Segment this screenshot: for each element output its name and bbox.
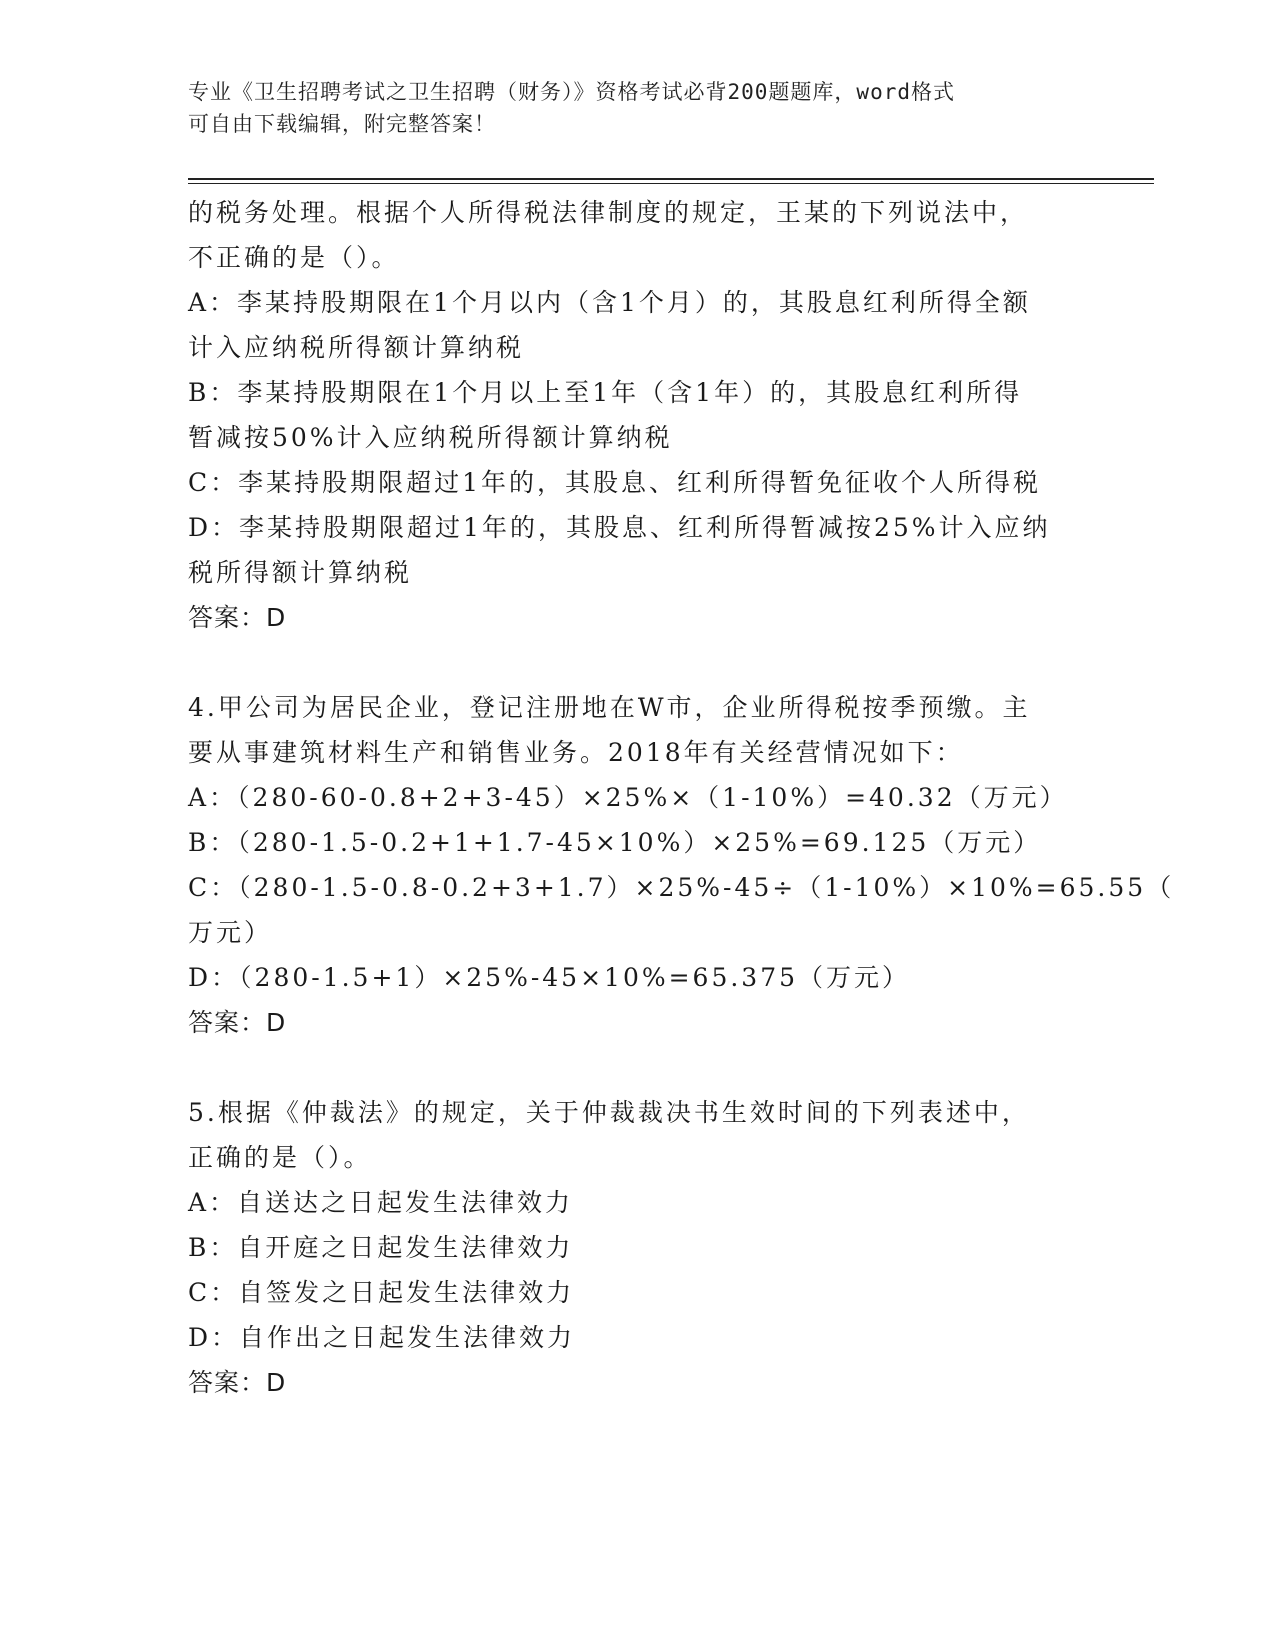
option-d: D：（280-1.5+1）×25%-45×10%=65.375（万元） bbox=[188, 963, 911, 992]
question-stem: 5.根据《仲裁法》的规定，关于仲裁裁决书生效时间的下列表述中， bbox=[188, 1098, 1030, 1127]
option-b: B：自开庭之日起发生法律效力 bbox=[188, 1233, 574, 1262]
answer-label: 答案：D bbox=[188, 1008, 287, 1037]
option-c: C：自签发之日起发生法律效力 bbox=[188, 1278, 575, 1307]
question-stem: 要从事建筑材料生产和销售业务。2018年有关经营情况如下： bbox=[188, 738, 964, 767]
question-4 bbox=[188, 685, 1175, 1045]
page-header bbox=[188, 76, 1088, 140]
option-a: A：李某持股期限在1个月以内（含1个月）的，其股息红利所得全额 bbox=[188, 288, 1031, 317]
header-title-line-1: 专业《卫生招聘考试之卫生招聘（财务）》资格考试必背200题题库，word格式 bbox=[188, 80, 955, 104]
spacer bbox=[188, 1045, 1088, 1090]
header-divider bbox=[188, 178, 1154, 184]
question-stem: 的税务处理。根据个人所得税法律制度的规定，王某的下列说法中， bbox=[188, 198, 1029, 227]
option-a: A：（280-60-0.8+2+3-45）×25%×（1-10%）=40.32（万元） bbox=[188, 783, 1068, 812]
question-3 bbox=[188, 190, 1088, 640]
answer-label: 答案：D bbox=[188, 603, 287, 632]
question-stem: 正确的是（）。 bbox=[188, 1143, 372, 1172]
answer-label: 答案：D bbox=[188, 1368, 287, 1397]
question-5 bbox=[188, 1090, 1088, 1405]
spacer bbox=[188, 640, 1088, 685]
document-body bbox=[188, 190, 1175, 1405]
option-d: D：自作出之日起发生法律效力 bbox=[188, 1323, 576, 1352]
divider-thin bbox=[188, 183, 1154, 184]
divider-thick bbox=[188, 178, 1154, 180]
option-c: C：李某持股期限超过1年的，其股息、红利所得暂免征收个人所得税 bbox=[188, 468, 1042, 497]
option-d: 税所得额计算纳税 bbox=[188, 558, 413, 587]
option-b: 暂减按50%计入应纳税所得额计算纳税 bbox=[188, 423, 673, 452]
option-a: A：自送达之日起发生法律效力 bbox=[188, 1188, 574, 1217]
option-c: C：（280-1.5-0.8-0.2+3+1.7）×25%-45÷（1-10%）×10%=65.55（ bbox=[188, 873, 1175, 902]
question-stem: 不正确的是（）。 bbox=[188, 243, 400, 272]
header-title-line-2: 可自由下载编辑，附完整答案！ bbox=[188, 112, 496, 136]
question-stem: 4.甲公司为居民企业，登记注册地在W市，企业所得税按季预缴。主 bbox=[188, 693, 1031, 722]
option-b: B：（280-1.5-0.2+1+1.7-45×10%）×25%=69.125（万元） bbox=[188, 828, 1042, 857]
option-d: D：李某持股期限超过1年的，其股息、红利所得暂减按25%计入应纳 bbox=[188, 513, 1051, 542]
option-c: 万元） bbox=[188, 918, 273, 947]
option-a: 计入应纳税所得额计算纳税 bbox=[188, 333, 525, 362]
option-b: B：李某持股期限在1个月以上至1年（含1年）的，其股息红利所得 bbox=[188, 378, 1023, 407]
